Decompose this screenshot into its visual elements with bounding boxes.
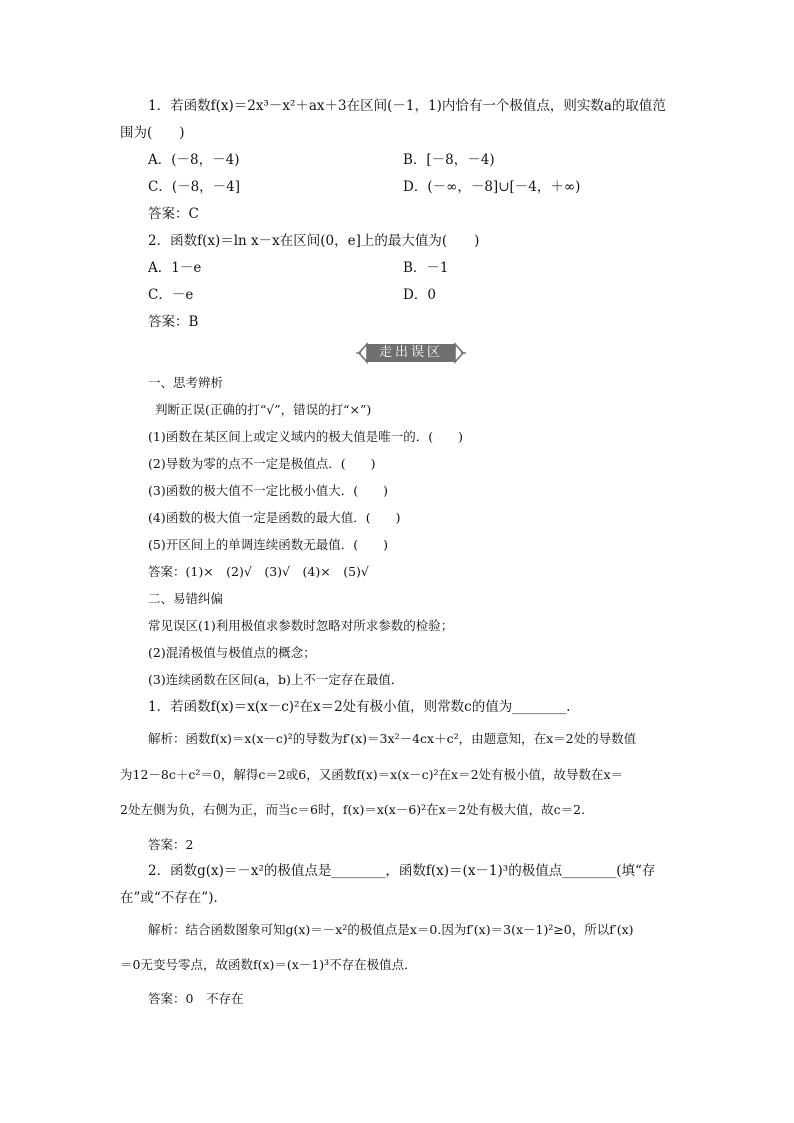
problem1-analysis-line3: 2处左侧为负，右侧为正，而当c＝6时，f(x)＝x(x－6)²在x＝2处有极大值，故c＝2. <box>120 802 586 817</box>
q1-option-a: A．(－8，－4) <box>148 152 240 168</box>
q2-option-b: B．－1 <box>403 260 449 276</box>
judge-item-2: (2)导数为零的点不一定是极值点．( ) <box>148 456 376 471</box>
mistake-1: 常见误区(1)利用极值求参数时忽略对所求参数的检验； <box>148 618 454 633</box>
q2-answer: 答案：B <box>148 314 199 330</box>
problem2-analysis-line1: 解析：结合函数图象可知g(x)＝－x²的极值点是x＝0.因为f′(x)＝3(x－1)²≥0，所以f′(x) <box>148 922 634 937</box>
problem1-stem: 1．若函数f(x)＝x(x－c)²在x＝2处有极小值，则常数c的值为________． <box>148 699 580 715</box>
mistake-3: (3)连续函数在区间(a，b)上不一定存在最值． <box>148 672 404 687</box>
q2-option-a: A．1－e <box>148 260 202 276</box>
judge-item-1: (1)函数在某区间上或定义域内的极大值是唯一的．( ) <box>148 429 463 444</box>
problem2-analysis-line2: ＝0无变号零点，故函数f(x)＝(x－1)³不存在极值点． <box>120 957 417 972</box>
q1-option-d: D．(－∞，－8]∪[－4，＋∞) <box>403 179 581 195</box>
judge-item-3: (3)函数的极大值不一定比极小值大．( ) <box>148 483 388 498</box>
section-banner <box>355 342 467 364</box>
problem1-analysis-line2: 为12－8c＋c²＝0，解得c＝2或6，又函数f(x)＝x(x－c)²在x＝2处有极小值，故导数在x＝ <box>120 767 624 782</box>
problem1-answer: 答案：2 <box>148 837 194 852</box>
q1-stem-line2: 围为( ) <box>120 125 185 141</box>
problem2-stem-line1: 2．函数g(x)＝－x²的极值点是________，函数f(x)＝(x－1)³的极值点________(填“存 <box>148 863 656 879</box>
q1-option-c: C．(－8，－4] <box>148 179 241 195</box>
section2-heading: 二、易错纠偏 <box>148 591 224 606</box>
section1-instruction: 判断正误(正确的打“√”，错误的打“×”) <box>155 402 372 417</box>
problem1-analysis-line1: 解析：函数f(x)＝x(x－c)²的导数为f′(x)＝3x²－4cx＋c²，由题意知，在x＝2处的导数值 <box>148 731 637 746</box>
section1-heading: 一、思考辨析 <box>148 375 224 390</box>
section1-answer: 答案：(1)× (2)√ (3)√ (4)× (5)√ <box>148 564 369 579</box>
judge-item-5: (5)开区间上的单调连续函数无最值．( ) <box>148 537 388 552</box>
q1-option-b: B．[－8，－4) <box>403 152 495 168</box>
problem2-answer: 答案：0 不存在 <box>148 991 244 1006</box>
problem2-stem-line2: 在”或“不存在”)． <box>120 890 227 906</box>
q1-answer: 答案：C <box>148 206 199 222</box>
q2-option-c: C．－e <box>148 287 194 303</box>
mistake-2: (2)混淆极值与极值点的概念； <box>148 645 316 660</box>
q2-option-d: D．0 <box>403 287 436 303</box>
judge-item-4: (4)函数的极大值一定是函数的最大值．( ) <box>148 510 401 525</box>
banner-title: 走出误区 <box>367 344 455 362</box>
q1-stem-line1: 1．若函数f(x)＝2x³－x²＋ax＋3在区间(－1，1)内恰有一个极值点，则实数a的取值范 <box>148 98 666 114</box>
q2-stem: 2．函数f(x)＝ln x－x在区间(0，e]上的最大值为( ) <box>148 233 480 249</box>
